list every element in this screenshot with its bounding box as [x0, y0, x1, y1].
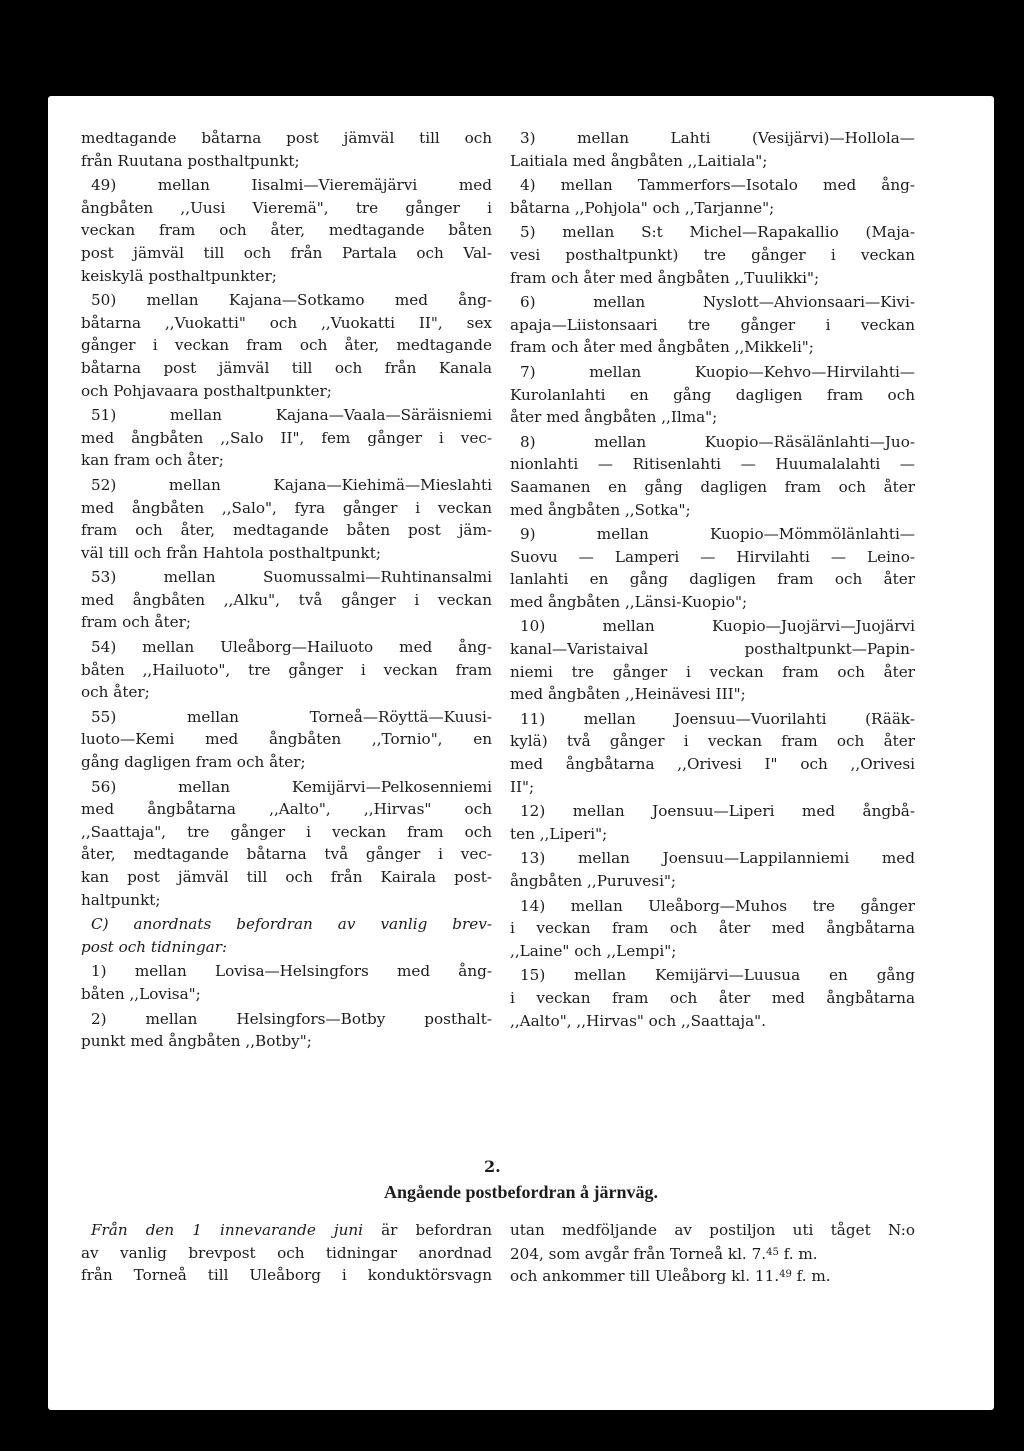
text-line: ångbåten ,,Puruvesi"; — [510, 872, 677, 890]
text-line: båtarna post jämväl till och från Kanala — [81, 358, 492, 377]
text-line: med ångbåtarna ,,Aalto", ,,Hirvas" och — [81, 800, 492, 819]
text-line: i veckan fram och åter med ångbåtarna — [510, 919, 915, 938]
text-line: 51) mellan Kajana—Vaala—Säräisniemi — [91, 406, 492, 425]
text-line: haltpunkt; — [81, 890, 161, 909]
time-suffix: f. m. — [778, 1244, 818, 1263]
text-line: 55) mellan Torneå—Röyttä—Kuusi- — [91, 707, 492, 726]
text-line: apaja—Liistonsaari tre gånger i veckan — [510, 315, 915, 334]
text-line: 11) mellan Joensuu—Vuorilahti (Rääk- — [520, 709, 915, 728]
time-minutes: 49 — [779, 1269, 792, 1281]
text-line: ten ,,Liperi"; — [510, 824, 608, 843]
text-line: fram och åter med ångbåten ,,Tuulikki"; — [510, 268, 820, 287]
text-line: fram och åter med ångbåten ,,Mikkeli"; — [510, 338, 814, 357]
text-line: från Ruutana posthaltpunkt; — [81, 151, 300, 170]
text-line: nionlahti — Ritisenlahti — Huumalalahti — — [510, 455, 915, 474]
time-minutes: 45 — [766, 1246, 779, 1258]
text-line: gång dagligen fram och åter; — [81, 753, 306, 772]
bottom-right-paragraph — [510, 1219, 915, 1287]
text-line: båten ,,Hailuoto", tre gånger i veckan fram — [81, 660, 492, 679]
text-line: 14) mellan Uleåborg—Muhos tre gånger — [520, 896, 915, 915]
text-line: med ångbåten ,,Salo II", fem gånger i vec- — [81, 428, 492, 447]
bottom-left-paragraph — [81, 1219, 492, 1287]
text-line: kanal—Varistaival posthaltpunkt—Papin- — [510, 640, 915, 659]
left-column — [81, 127, 492, 1053]
text-line: med ångbåten ,,Heinävesi III"; — [510, 685, 746, 704]
text-line: lanlahti en gång dagligen fram och åter — [510, 570, 915, 589]
text-line: 6) mellan Nyslott—Ahvionsaari—Kivi- — [520, 293, 915, 312]
section-number: 2. — [484, 1157, 501, 1176]
text-line: 13) mellan Joensuu—Lappilanniemi med — [520, 849, 915, 868]
text-line: båtarna ,,Pohjola" och ,,Tarjanne"; — [510, 198, 775, 217]
text-line: fram och åter, medtagande båten post jäm- — [81, 521, 492, 540]
text-line: med ångbåtarna ,,Orivesi I" och ,,Orivesi — [510, 755, 915, 774]
text-line: 9) mellan Kuopio—Mömmölänlahti— — [520, 525, 915, 544]
text-line: i veckan fram och åter med ångbåtarna — [510, 988, 915, 1007]
text-line: gånger i veckan fram och åter, medtagande — [81, 336, 492, 355]
text-line: Laitiala med ångbåten ,,Laitiala"; — [510, 151, 768, 170]
text-line: II"; — [510, 777, 535, 796]
text-line: båten ,,Lovisa"; — [81, 984, 201, 1003]
italic-lead: Från den 1 innevarande juni — [91, 1221, 364, 1239]
text-line: medtagande båtarna post jämväl till och — [81, 129, 492, 147]
text-line: 4) mellan Tammerfors—Isotalo med ång- — [520, 176, 915, 195]
text-line: 1) mellan Lovisa—Helsingfors med ång- — [91, 962, 492, 981]
text-line: ,,Laine" och ,,Lempi"; — [510, 941, 677, 960]
text-line: Kurolanlahti en gång dagligen fram och — [510, 385, 915, 404]
text-line: 7) mellan Kuopio—Kehvo—Hirvilahti— — [520, 362, 915, 381]
text-line: ångbåten ,,Uusi Vieremä", tre gånger i — [81, 198, 492, 217]
right-column — [510, 127, 915, 1032]
text-line: av vanlig brevpost och tidningar anordnad — [81, 1243, 492, 1262]
text-line: veckan fram och åter, medtagande båten — [81, 221, 492, 240]
text-line: åter med ångbåten ,,Ilma"; — [510, 408, 718, 427]
text-line: från Torneå till Uleåborg i konduktörsvagn — [81, 1266, 492, 1285]
text-line: väl till och från Hahtola posthaltpunkt; — [81, 543, 381, 562]
text-line: post jämväl till och från Partala och Val- — [81, 243, 492, 262]
lead-rest: är befordran — [363, 1221, 492, 1239]
time-text: 204, som avgår från Torneå kl. 7. — [510, 1244, 767, 1263]
text-line: kan fram och åter; — [81, 451, 224, 470]
text-line: utan medföljande av postiljon uti tåget N:o — [510, 1221, 915, 1239]
text-line: med ångbåten ,,Salo", fyra gånger i veckan — [81, 498, 492, 517]
text-line: niemi tre gånger i veckan fram och åter — [510, 662, 915, 681]
text-line: 56) mellan Kemijärvi—Pelkosenniemi — [91, 777, 492, 796]
text-line: C) anordnats befordran av vanlig brev- — [91, 915, 492, 934]
text-line: kan post jämväl till och från Kairala post- — [81, 868, 492, 886]
text-line: fram och åter; — [81, 613, 191, 632]
text-line: 10) mellan Kuopio—Juojärvi—Juojärvi — [520, 617, 915, 636]
text-line: 54) mellan Uleåborg—Hailuoto med ång- — [91, 638, 492, 657]
text-line: 5) mellan S:t Michel—Rapakallio (Maja- — [520, 223, 915, 242]
text-line — [510, 1264, 915, 1287]
text-line: 8) mellan Kuopio—Räsälänlahti—Juo- — [520, 432, 915, 451]
text-line — [81, 1219, 492, 1242]
time-suffix: f. m. — [791, 1267, 831, 1286]
text-line: 3) mellan Lahti (Vesijärvi)—Hollola— — [520, 129, 915, 147]
text-line: och åter; — [81, 683, 150, 702]
text-line: med ångbåten ,,Länsi-Kuopio"; — [510, 592, 748, 611]
text-line: Saamanen en gång dagligen fram och åter — [510, 477, 915, 496]
text-line: 53) mellan Suomussalmi—Ruhtinansalmi — [91, 568, 492, 587]
text-line: ,,Saattaja", tre gånger i veckan fram och — [81, 822, 492, 841]
text-line: luoto—Kemi med ångbåten ,,Tornio", en — [81, 730, 492, 749]
text-line: punkt med ångbåten ,,Botby"; — [81, 1032, 312, 1051]
text-line: kylä) två gånger i veckan fram och åter — [510, 732, 915, 751]
text-line: keiskylä posthaltpunkter; — [81, 266, 277, 285]
text-line: ,,Aalto", ,,Hirvas" och ,,Saattaja". — [510, 1011, 766, 1030]
section-title: Angående postbefordran å järnväg. — [383, 1182, 658, 1202]
text-line: 2) mellan Helsingfors—Botby posthalt- — [91, 1009, 492, 1028]
text-line: åter, medtagande båtarna två gånger i vec- — [81, 845, 492, 864]
text-line: Suovu — Lamperi — Hirvilahti — Leino- — [510, 547, 915, 566]
text-line: 15) mellan Kemijärvi—Luusua en gång — [520, 966, 915, 985]
text-line: med ångbåten ,,Sotka"; — [510, 500, 691, 519]
text-line: vesi posthaltpunkt) tre gånger i veckan — [510, 245, 915, 264]
document-page — [48, 96, 994, 1410]
text-line: med ångbåten ,,Alku", två gånger i veckan — [81, 590, 492, 609]
text-line: 52) mellan Kajana—Kiehimä—Mieslahti — [91, 475, 492, 494]
text-line: post och tidningar: — [81, 937, 228, 956]
text-line: 50) mellan Kajana—Sotkamo med ång- — [91, 291, 492, 310]
text-line: 49) mellan Iisalmi—Vieremäjärvi med — [91, 176, 492, 195]
text-line — [510, 1242, 915, 1265]
time-text: och ankommer till Uleåborg kl. 11. — [510, 1267, 780, 1286]
text-line: båtarna ,,Vuokatti" och ,,Vuokatti II", sex — [81, 313, 492, 332]
text-line: 12) mellan Joensuu—Liperi med ångbå- — [520, 802, 915, 821]
text-line: och Pohjavaara posthaltpunkter; — [81, 381, 332, 400]
